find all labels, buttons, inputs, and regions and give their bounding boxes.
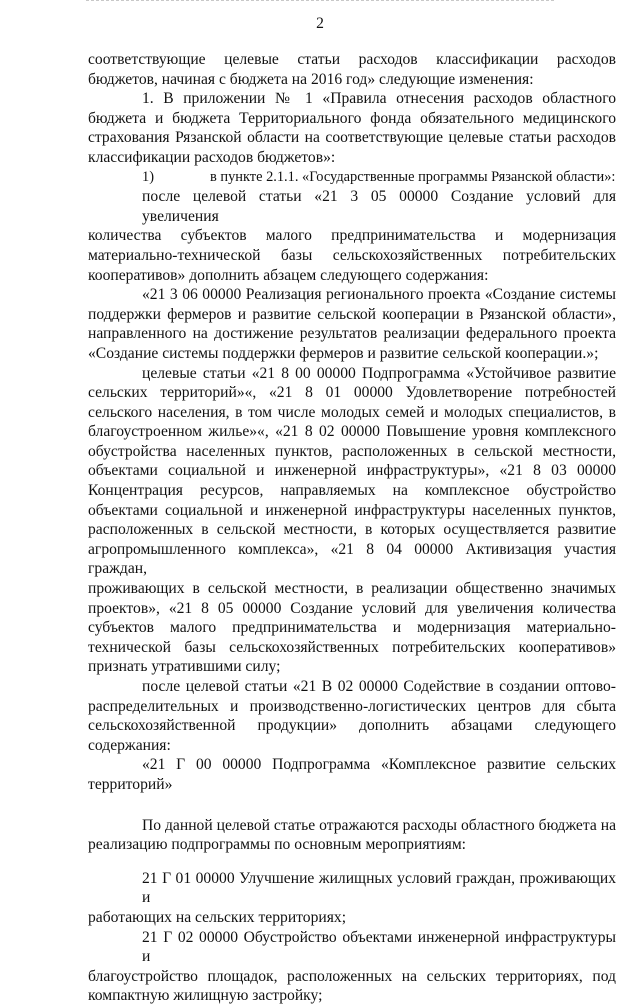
text-line: технической базы сельскохозяйственных потребительских кооперативов» (88, 638, 616, 656)
text-line: По данной целевой статье отражаются расходы областного бюджета на (142, 816, 616, 834)
text-line: распределительных и производственно-логистических центров для сбыта (88, 697, 616, 715)
text-line: количества субъектов малого предпринимательства и модернизация (88, 227, 616, 245)
document-body (88, 50, 616, 1006)
text-line: реализацию подпрограммы по основным мероприятиям: (88, 836, 467, 854)
text-line: признать утратившими силу; (88, 658, 281, 676)
scan-top-edge (86, 0, 554, 3)
text-line: территорий» (88, 775, 173, 793)
text-line: благоустроенном жилье»«, «21 8 02 00000 Повышение уровня комплексного (88, 423, 616, 441)
text-line: страхования Рязанской области на соответствующие целевые статьи расходов (88, 129, 616, 147)
item-text: в пункте 2.1.1. «Государственные программы Рязанской области»: (210, 168, 616, 185)
text-line: проектов», «21 8 05 00000 Создание условий для увеличения количества (88, 599, 616, 617)
text-line: обустройства населенных пунктов, расположенных в сельской местности, (88, 442, 616, 460)
spacer (88, 855, 616, 869)
text-line: бюджета и бюджета Территориального фонда обязательного медицинского (88, 109, 616, 127)
text-line: кооперативов» дополнить абзацем следующего содержания: (88, 266, 489, 284)
text-line: 1. В приложении № 1 «Правила отнесения расходов областного (142, 90, 616, 108)
text-line: бюджетов, начиная с бюджета на 2016 год» следующие изменения: (88, 70, 534, 88)
text-line: материально-технической базы сельскохозяйственных потребительских (88, 246, 616, 264)
page-number: 2 (316, 15, 324, 32)
text-line: 21 Г 02 00000 Обустройство объектами инженерной инфраструктуры и (142, 928, 616, 966)
text-line: компактную жилищную застройку; (88, 987, 323, 1005)
text-line: целевые статьи «21 8 00 00000 Подпрограмма «Устойчивое развитие (142, 364, 616, 382)
text-line: направленного на достижение результатов реализации федерального проекта (88, 325, 616, 343)
text-line: проживающих в сельской местности, в реализации общественно значимых (88, 580, 616, 598)
text-line: благоустройство площадок, расположенных на сельских территориях, под (88, 967, 616, 985)
text-line: расположенных в сельской местности, в которых осуществляется развитие (88, 521, 616, 539)
text-line: «Создание системы поддержки фермеров и развитие сельской кооперации.»; (88, 344, 599, 362)
text-line: «21 3 06 00000 Реализация регионального проекта «Создание системы (142, 286, 616, 304)
text-line: «21 Г 00 00000 Подпрограмма «Комплексное развитие сельских (142, 756, 616, 774)
text-line: поддержки фермеров и развитие сельской кооперации в Рязанской области», (88, 305, 616, 323)
text-line: работающих на сельских территориях; (88, 908, 347, 926)
text-line: содержания: (88, 736, 171, 754)
spacer (88, 795, 616, 816)
text-line: соответствующие целевые статьи расходов классификации расходов (88, 51, 616, 68)
text-line: Концентрация ресурсов, направляемых на комплексное обустройство (88, 482, 616, 500)
text-line: сельскохозяйственной продукции» дополнить абзацами следующего (88, 717, 616, 735)
item-number: 1) (142, 168, 154, 185)
text-line: классификации расходов бюджетов»: (88, 148, 336, 166)
text-line: сельских территорий»«, «21 8 01 00000 Удовлетворение потребностей (88, 384, 616, 402)
text-line: сельского населения, в том числе молодых семей и молодых специалистов, в (88, 403, 616, 421)
text-line: объектами социальной и инженерной инфраструктуры населенных пунктов, (88, 501, 616, 519)
text-line: агропромышленного комплекса», «21 8 04 00000 Активизация участия граждан, (88, 540, 616, 578)
text-line: объектами социальной и инженерной инфраструктуры», «21 8 03 00000 (88, 462, 616, 480)
text-line: 21 Г 01 00000 Улучшение жилищных условий граждан, проживающих и (142, 869, 616, 907)
text-line: субъектов малого предпринимательства и модернизация материально- (88, 619, 616, 637)
text-line: после целевой статьи «21 В 02 00000 Содействие в создании оптово- (142, 678, 616, 695)
text-line (88, 168, 616, 188)
text-line: после целевой статьи «21 3 05 00000 Создание условий для увеличения (142, 188, 616, 225)
